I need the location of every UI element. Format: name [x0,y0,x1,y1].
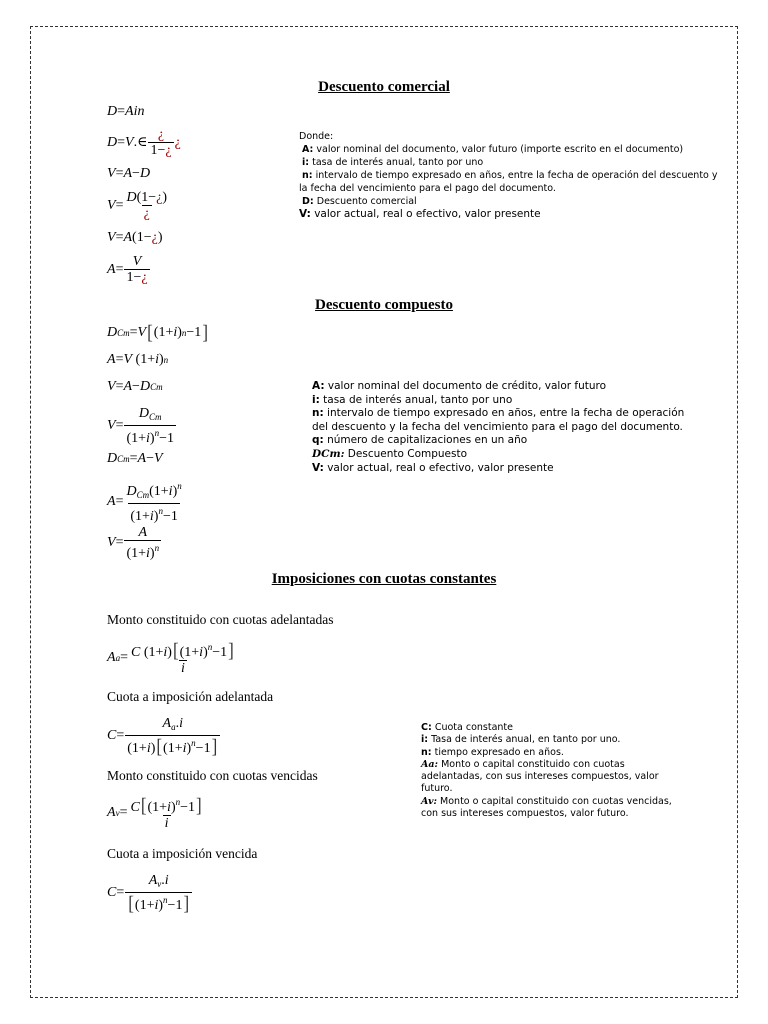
note-line: i: Tasa de interés anual, en tanto por uno. [421,734,621,746]
formula-dcm-a-v: D Cm = A − V [107,451,163,466]
formula-c-vencida: C = $\frac{A_v.i}{[(1+i)^n-1]}$ [107,873,193,913]
section-title-descuento-comercial: Descuento comercial [318,79,450,95]
note-line: futuro. [421,783,453,795]
note-line: del descuento y la fecha del vencimiento para el pago del documento. [312,420,683,433]
label-cuota-adelantada: Cuota a imposición adelantada [107,689,274,704]
notes-descuento-comercial [299,130,718,221]
formula-v-a-dcm: V = A − D Cm [107,379,163,394]
note-line: la fecha del vencimiento para el pago del documento. [299,183,556,194]
notes-donde: Donde: [299,131,334,142]
note-line: n: intervalo de tiempo expresado en años, entre la fecha de operación del descuento y [302,170,718,181]
note-line: n: intervalo de tiempo expresado en años, entre la fecha de operación [312,407,685,420]
formula-v-a-d: V = A − D [107,166,151,181]
formula-d-ain: D = Ain [107,104,145,119]
note-line: n: tiempo expresado en años. [421,746,564,758]
notes-imposiciones [421,722,672,820]
formula-aa: A a = $\frac{C (1+i)[(1+i)^n-1]}{i}$ [107,639,234,676]
note-line: V: valor actual, real o efectivo, valor presente [312,461,554,474]
note-line: i: tasa de interés anual, tanto por uno [302,157,484,168]
formula-v-d: V = $\frac{D(1-¿)}{¿}$ [107,190,168,221]
formula-v-a-compuesto: V = $\frac{A}{(1+i)^n}$ [107,525,160,561]
formula-v-dcm: V = $\frac{D_{Cm}}{(1+i)^n-1}$ [107,406,174,446]
formula-a-v-compuesto: A = V (1+ i ) n [107,352,169,367]
formula-d-v: D = V .∈ $\frac{¿}{1-¿}$ ¿ [107,127,181,158]
label-monto-adelantadas: Monto constituido con cuotas adelantadas [107,612,334,627]
note-line: q: número de capitalizaciones en un año [312,434,528,447]
formula-c-adelantada: C = $\frac{A_a.i}{(1+i)[(1+i)^n-1]}$ [107,716,221,756]
note-line: adelantadas, con sus intereses compuestos, valor [421,771,659,783]
formula-av: A v = $\frac{C[(1+i)^n-1]}{i}$ [107,794,202,831]
note-line: Aa: Monto o capital constituido con cuotas [421,758,625,770]
note-line: D: Descuento comercial [302,196,417,207]
label-monto-vencidas: Monto constituido con cuotas vencidas [107,768,318,783]
formula-v-a: V = A (1− ¿ ) [107,230,163,245]
note-line: i: tasa de interés anual, tanto por uno [312,393,513,406]
note-line: A: valor nominal del documento de crédito, valor futuro [312,380,607,392]
formula-a-dcm: A = $\frac{D_{Cm}(1+i)^n}{(1+i)^n-1}$ [107,481,182,524]
note-line: DCm: Descuento Compuesto [312,447,468,460]
section-title-imposiciones: Imposiciones con cuotas constantes [271,571,497,587]
section-title-descuento-compuesto: Descuento compuesto [315,297,453,313]
note-line: C: Cuota constante [421,722,513,733]
notes-descuento-compuesto [312,380,684,475]
formula-a-v: A = $\frac{V}{1-¿}$ [107,254,148,285]
formula-dcm-1: D Cm = V [ (1+ i ) n −1 ] [107,321,208,344]
note-line: con sus intereses compuestos, valor futuro. [421,808,629,820]
note-line: Av: Monto o capital constituido con cuotas vencidas, [421,795,672,807]
note-line: V: valor actual, real o efectivo, valor presente [299,208,541,220]
label-cuota-vencida: Cuota a imposición vencida [107,846,258,861]
note-line: A: valor nominal del documento, valor futuro (importe escrito en el documento) [302,144,684,155]
